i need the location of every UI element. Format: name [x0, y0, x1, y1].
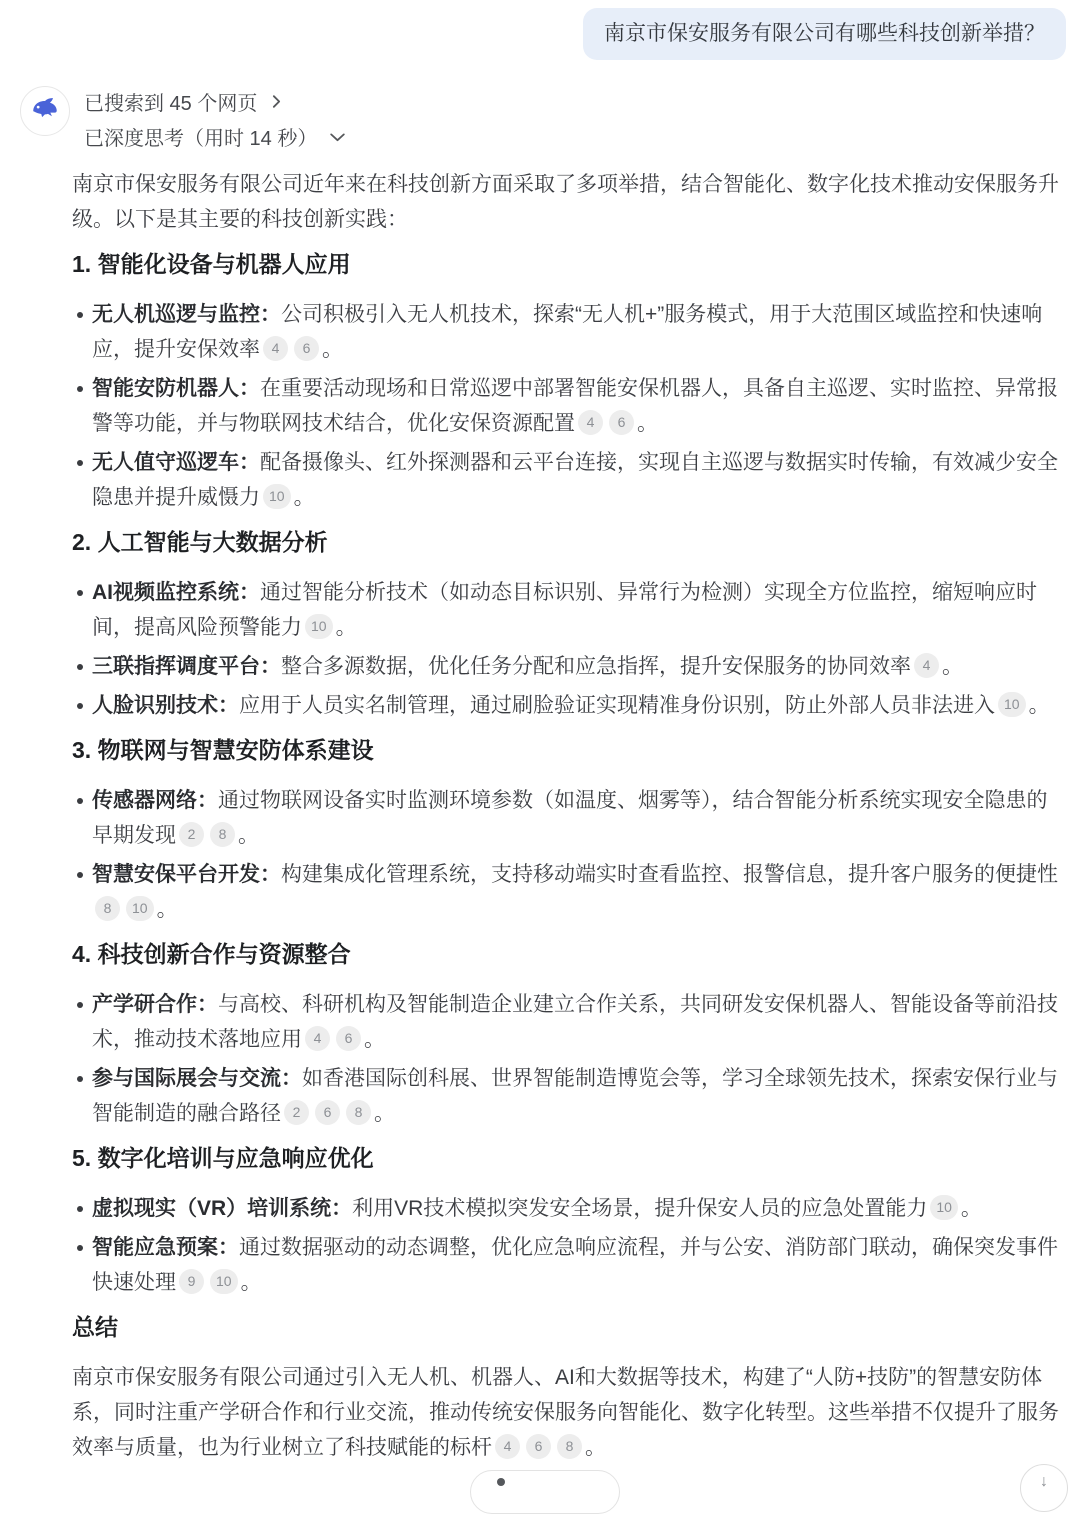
bullet-item [72, 445, 1062, 515]
citation-badge[interactable]: 4 [263, 336, 288, 361]
bullet-marker [72, 688, 92, 723]
bullet-item [72, 688, 1062, 723]
bullet-text: 虚拟现实（VR）培训系统：利用VR技术模拟突发安全场景，提升保安人员的应急处置能力 10 。 [92, 1191, 1062, 1226]
search-results-toggle[interactable] [84, 87, 347, 115]
bullet-marker [72, 371, 92, 441]
bullet-item [72, 987, 1062, 1057]
citation-badge[interactable]: 6 [609, 410, 634, 435]
bullet-text: AI视频监控系统：通过智能分析技术（如动态目标识别、异常行为检测）实现全方位监控，缩短响应时间，提高风险预警能力 10 。 [92, 581, 1037, 640]
partial-action-bar[interactable] [470, 1470, 620, 1514]
bullet-item [72, 371, 1062, 441]
bullet-label: 三联指挥调度平台： [92, 655, 281, 679]
scroll-to-bottom-button[interactable] [1020, 1464, 1068, 1512]
citation-badge[interactable]: 8 [346, 1100, 371, 1125]
bullet-label: 无人机巡逻与监控： [92, 303, 281, 327]
bullet-text: 参与国际展会与交流：如香港国际创科展、世界智能制造博览会等，学习全球领先技术，探索安保行业与智能制造的融合路径 2 6 8 。 [92, 1067, 1058, 1126]
think-status-label: 已深度思考（用时 14 秒） [84, 127, 318, 150]
section-heading: 2. 人工智能与大数据分析 [72, 529, 328, 556]
bullet-label: AI视频监控系统： [92, 581, 260, 605]
section-heading: 1. 智能化设备与机器人应用 [72, 251, 351, 278]
bullet-label: 产学研合作： [92, 993, 218, 1017]
bullet-label: 虚拟现实（VR）培训系统： [92, 1197, 353, 1221]
bullet-item [72, 1230, 1062, 1300]
bullet-item [72, 649, 1062, 684]
section-heading: 5. 数字化培训与应急响应优化 [72, 1145, 374, 1172]
bullet-text: 三联指挥调度平台：整合多源数据，优化任务分配和应急指挥，提升安保服务的协同效率 4 。 [92, 649, 1062, 684]
search-status-label: 已搜索到 45 个网页 [84, 92, 258, 115]
bullet-text: 人脸识别技术：应用于人员实名制管理，通过刷脸验证实现精准身份识别，防止外部人员非法进入 10 。 [92, 688, 1062, 723]
assistant-avatar [20, 86, 70, 136]
intro-paragraph: 南京市保安服务有限公司近年来在科技创新方面采取了多项举措，结合智能化、数字化技术推动安保服务升级。以下是其主要的科技创新实践： [72, 173, 1059, 232]
bullet-marker [72, 297, 92, 367]
bullet-text: 无人机巡逻与监控：公司积极引入无人机技术，探索“无人机+”服务模式，用于大范围区域监控和快速响应，提升安保效率 4 6 。 [92, 303, 1043, 362]
bullet-text: 传感器网络：通过物联网设备实时监测环境参数（如温度、烟雾等），结合智能分析系统实现安全隐患的早期发现 2 8 。 [92, 789, 1048, 848]
section-heading: 3. 物联网与智慧安防体系建设 [72, 737, 374, 764]
bullet-marker [72, 857, 92, 927]
section-heading: 4. 科技创新合作与资源整合 [72, 941, 351, 968]
bullet-label: 智慧安保平台开发： [92, 863, 281, 887]
citation-badge[interactable]: 8 [95, 896, 120, 921]
user-message-bubble: 南京市保安服务有限公司有哪些科技创新举措？ [583, 8, 1066, 60]
bullet-text: 智能安防机器人：在重要活动现场和日常巡逻中部署智能安保机器人，具备自主巡逻、实时监控、异常报警等功能，并与物联网技术结合，优化安保资源配置 4 6 。 [92, 377, 1058, 436]
user-message-row [0, 0, 1080, 60]
bullet-label: 智能安防机器人： [92, 377, 260, 401]
bullet-label: 传感器网络： [92, 789, 218, 813]
bullet-marker [72, 649, 92, 684]
bullet-marker [72, 987, 92, 1057]
assistant-response [72, 167, 1062, 1465]
citation-badge[interactable]: 10 [263, 484, 291, 509]
citation-badge[interactable]: 10 [998, 692, 1026, 717]
citation-badge[interactable]: 4 [305, 1026, 330, 1051]
bullet-label: 智能应急预案： [92, 1236, 239, 1260]
citation-badge[interactable]: 6 [294, 336, 319, 361]
citation-badge[interactable]: 2 [179, 822, 204, 847]
bullet-marker [72, 1061, 92, 1131]
citation-badge[interactable]: 4 [914, 653, 939, 678]
bullet-item [72, 783, 1062, 853]
action-bar-icon [497, 1478, 505, 1486]
arrow-down-icon: ↓ [1040, 1473, 1048, 1490]
citation-badge[interactable]: 10 [126, 896, 154, 921]
bullet-text: 产学研合作：与高校、科研机构及智能制造企业建立合作关系，共同研发安保机器人、智能设备等前沿技术，推动技术落地应用 4 6 。 [92, 993, 1058, 1052]
assistant-meta [84, 86, 347, 157]
summary-paragraph: 南京市保安服务有限公司通过引入无人机、机器人、AI和大数据等技术，构建了“人防+技防”的智慧安防体系，同时注重产学研合作和行业交流，推动传统安保服务向智能化、数字化转型。这些举措不仅提升了服务效率与质量，也为行业树立了科技赋能的标杆 4 6 8 。 [72, 1366, 1059, 1460]
bullet-text: 智慧安保平台开发：构建集成化管理系统，支持移动端实时查看监控、报警信息，提升客户服务的便捷性8 10 。 [92, 863, 1058, 922]
bullet-item [72, 575, 1062, 645]
bullet-item [72, 297, 1062, 367]
bullet-label: 参与国际展会与交流： [92, 1067, 302, 1091]
bullet-item [72, 857, 1062, 927]
assistant-header [20, 86, 1080, 157]
bullet-marker [72, 1191, 92, 1226]
bullet-marker [72, 575, 92, 645]
bullet-label: 无人值守巡逻车： [92, 451, 260, 475]
bullet-item [72, 1191, 1062, 1226]
citation-badge[interactable]: 10 [210, 1269, 238, 1294]
bullet-marker [72, 783, 92, 853]
citation-badge[interactable]: 8 [210, 822, 235, 847]
citation-badge[interactable]: 4 [495, 1434, 520, 1459]
deep-think-toggle[interactable] [84, 122, 347, 150]
citation-badge[interactable]: 6 [315, 1100, 340, 1125]
bullet-marker [72, 1230, 92, 1300]
chevron-right-icon [268, 93, 285, 110]
whale-logo-icon [29, 93, 61, 130]
citation-badge[interactable]: 10 [930, 1195, 958, 1220]
bullet-item [72, 1061, 1062, 1131]
summary-heading: 总结 [72, 1314, 118, 1341]
citation-badge[interactable]: 4 [578, 410, 603, 435]
citation-badge[interactable]: 6 [336, 1026, 361, 1051]
bullet-text: 智能应急预案：通过数据驱动的动态调整，优化应急响应流程，并与公安、消防部门联动，确保突发事件快速处理 9 10 。 [92, 1236, 1058, 1295]
citation-badge[interactable]: 6 [526, 1434, 551, 1459]
citation-badge[interactable]: 9 [179, 1269, 204, 1294]
response-sections [72, 249, 1062, 1300]
citation-badge[interactable]: 2 [284, 1100, 309, 1125]
bullet-text: 无人值守巡逻车：配备摄像头、红外探测器和云平台连接，实现自主巡逻与数据实时传输，有效减少安全隐患并提升威慑力 10 。 [92, 451, 1058, 510]
bullet-marker [72, 445, 92, 515]
citation-badge[interactable]: 8 [557, 1434, 582, 1459]
chevron-down-icon [328, 128, 347, 145]
bullet-label: 人脸识别技术： [92, 694, 239, 718]
citation-badge[interactable]: 10 [305, 614, 333, 639]
